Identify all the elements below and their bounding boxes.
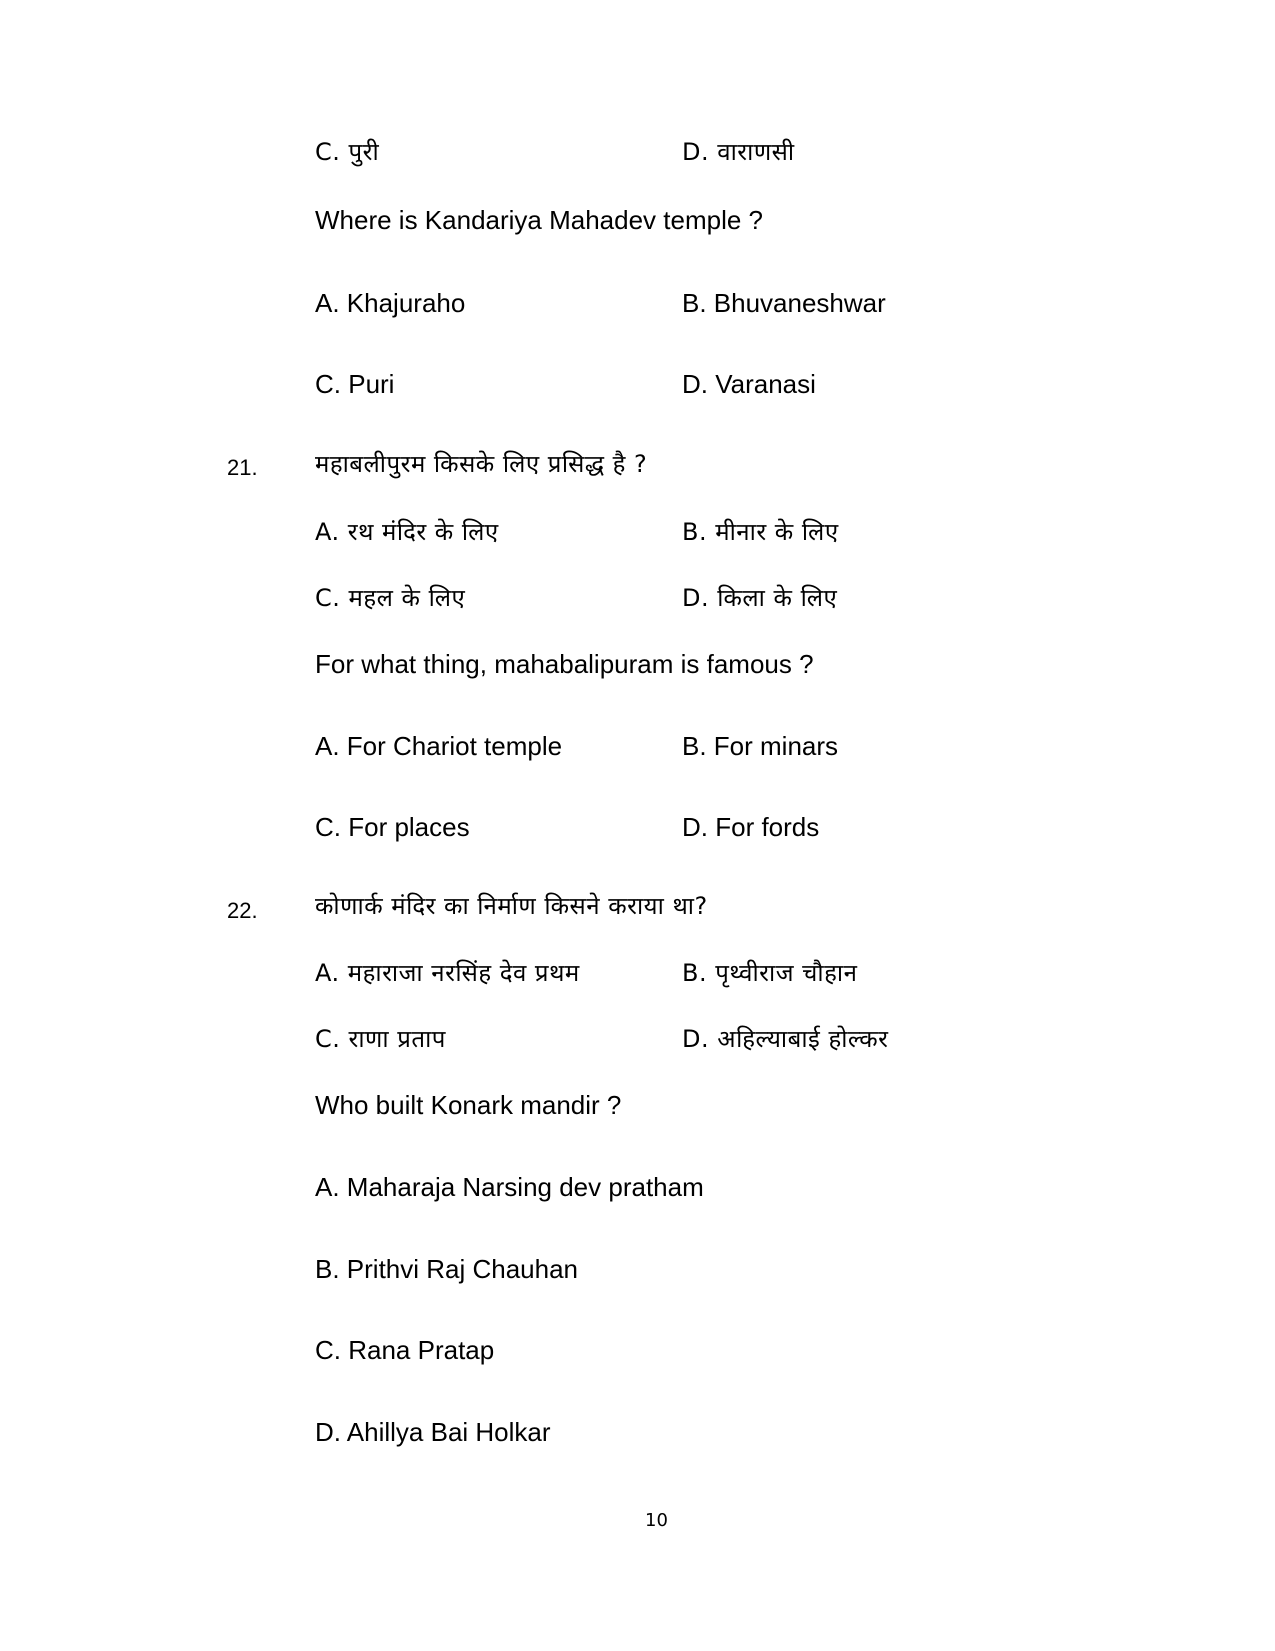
prev-option-d-hindi: D. वाराणसी	[682, 138, 795, 166]
q21-option-b-english: B. For minars	[682, 731, 839, 761]
q20-option-d-english: D. Varanasi	[682, 369, 816, 399]
q22-option-b-english: B. Prithvi Raj Chauhan	[315, 1254, 579, 1284]
question-21-english: For what thing, mahabalipuram is famous ?	[315, 649, 814, 679]
q20-option-b-english: B. Bhuvaneshwar	[682, 288, 886, 318]
q20-option-c-english: C. Puri	[315, 369, 395, 399]
q21-option-d-english: D. For fords	[682, 812, 820, 842]
q20-option-a-english: A. Khajuraho	[315, 288, 466, 318]
question-22-english: Who built Konark mandir ?	[315, 1090, 622, 1120]
question-20-english: Where is Kandariya Mahadev temple ?	[315, 205, 764, 235]
question-21-number: 21.	[227, 455, 258, 480]
q21-option-c-english: C. For places	[315, 812, 470, 842]
q21-option-a-english: A. For Chariot temple	[315, 731, 563, 761]
question-22-hindi: कोणार्क मंदिर का निर्माण किसने कराया था?	[315, 892, 708, 920]
q22-option-a-english: A. Maharaja Narsing dev pratham	[315, 1172, 704, 1202]
q22-option-b-hindi: B. पृथ्वीराज चौहान	[682, 959, 858, 987]
q22-option-d-english: D. Ahillya Bai Holkar	[315, 1417, 551, 1447]
q21-option-b-hindi: B. मीनार के लिए	[682, 518, 839, 546]
q21-option-c-hindi: C. महल के लिए	[315, 584, 466, 612]
page-number: 10	[645, 1510, 668, 1531]
q22-option-a-hindi: A. महाराजा नरसिंह देव प्रथम	[315, 959, 580, 987]
q21-option-d-hindi: D. किला के लिए	[682, 584, 838, 612]
q22-option-d-hindi: D. अहिल्याबाई होल्कर	[682, 1025, 889, 1053]
question-22-number: 22.	[227, 898, 258, 923]
question-21-hindi: महाबलीपुरम किसके लिए प्रसिद्ध है ?	[315, 450, 648, 478]
q21-option-a-hindi: A. रथ मंदिर के लिए	[315, 518, 499, 546]
prev-option-c-hindi: C. पुरी	[315, 138, 380, 166]
q22-option-c-hindi: C. राणा प्रताप	[315, 1025, 446, 1053]
q22-option-c-english: C. Rana Pratap	[315, 1335, 495, 1365]
